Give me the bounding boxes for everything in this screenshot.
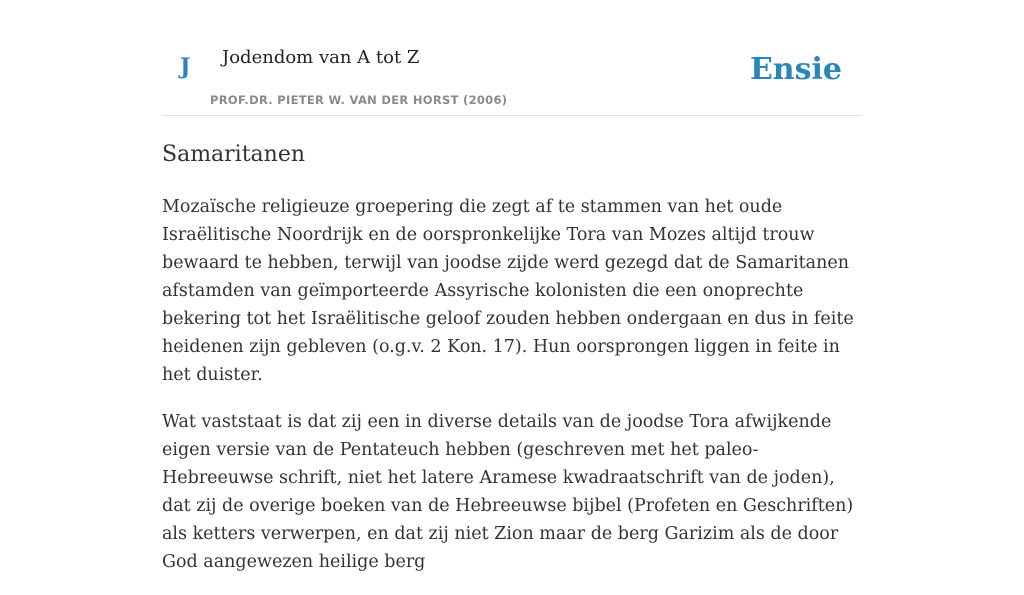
book-letter-icon[interactable]: J — [180, 54, 191, 80]
book-author: PROF.DR. PIETER W. VAN DER HORST (2006) — [210, 93, 508, 107]
book-header — [162, 0, 862, 116]
ensie-logo[interactable]: Ensie — [749, 52, 842, 87]
entry-paragraph: Mozaïsche religieuze groepering die zegt af te stammen van het oude Israëlitische Noordrijk en de oorspronkelijke Tora van Mozes altijd trouw bewaard te hebben, terwijl van joodse zijde werd gezegd dat de Samaritanen afstamden van geïmporteerde Assyrische kolonisten die een onoprechte bekering tot het Israëlitische geloof zouden hebben ondergaan en dus in feite heidenen zijn gebleven (o.g.v. 2 Kon. 17). Hun oorsprongen liggen in feite in het duister. — [162, 197, 854, 385]
book-title-link[interactable]: Jodendom van A tot Z — [222, 47, 420, 68]
entry-title: Samaritanen — [162, 142, 306, 167]
entry-content — [162, 193, 862, 595]
entry-card — [162, 0, 862, 572]
entry-paragraph: Wat vaststaat is dat zij een in diverse details van de joodse Tora afwijkende eigen versie van de Pentateuch hebben (geschreven met het paleo-Hebreeuwse schrift, niet het latere Aramese kwadraatschrift van de joden), dat zij de overige boeken van de Hebreeuwse bijbel (Profeten en Geschriften) als ketters verwerpen, en dat zij niet Zion maar de berg Garizim als de door God aangewezen heilige berg — [162, 412, 854, 572]
